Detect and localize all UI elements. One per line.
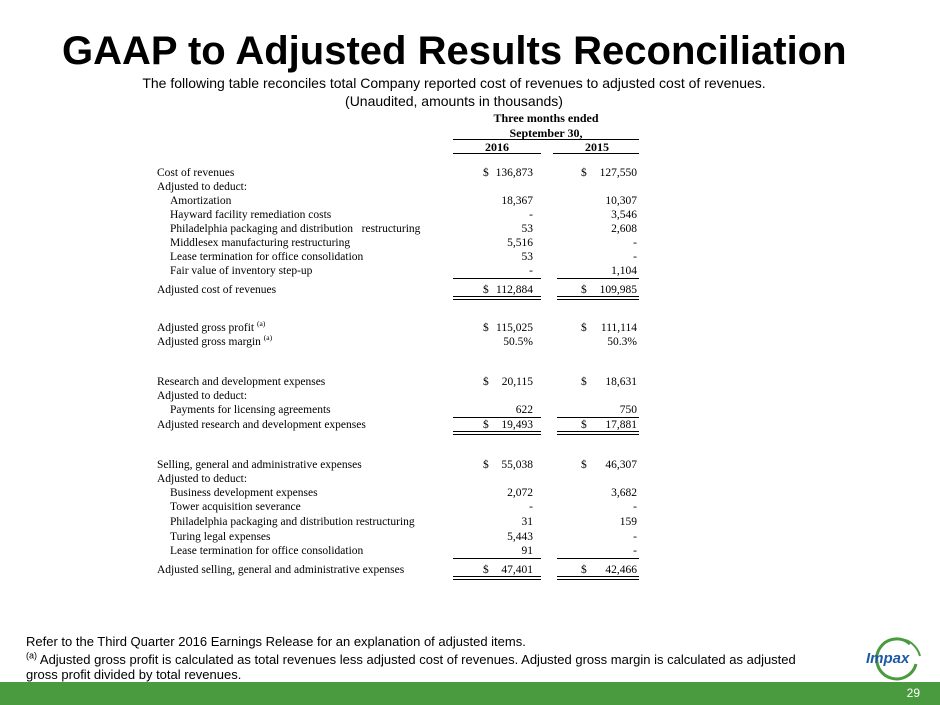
value-2015: 3,682: [611, 487, 637, 499]
value-2015: $ 46,307: [581, 459, 637, 471]
table-row: [0, 515, 940, 529]
value-2015: $ 42,466: [581, 564, 637, 576]
row-label: Business development expenses: [170, 487, 318, 499]
row-label: Adjusted research and development expenses: [157, 419, 366, 431]
row-label: Adjusted selling, general and administrative expenses: [157, 564, 405, 576]
row-label: Research and development expenses: [157, 376, 326, 388]
table-row: [0, 418, 940, 432]
value-2016: 5,516: [507, 237, 533, 249]
footer-bar: [0, 682, 940, 705]
row-label: Cost of revenues: [157, 167, 235, 179]
subtotal-rule-2016: [453, 558, 541, 559]
row-label: Turing legal expenses: [170, 531, 271, 543]
value-2016: $ 19,493: [483, 419, 533, 431]
row-label: Hayward facility remediation costs: [170, 209, 332, 221]
table-row: [0, 194, 940, 208]
value-2015: 159: [619, 516, 637, 528]
footnote-marker: (a): [256, 319, 266, 329]
value-2015: -: [633, 531, 637, 543]
total-double-rule-2015: [557, 296, 639, 300]
total-double-rule-2016: [453, 296, 541, 300]
table-row: [0, 335, 940, 349]
value-2015: $ 127,550: [581, 167, 637, 179]
value-2016: 53: [521, 223, 533, 235]
value-2015: 750: [619, 404, 637, 416]
row-label: Adjusted to deduct:: [157, 473, 248, 485]
table-row: [0, 486, 940, 500]
table-row: [0, 375, 940, 389]
value-2015: 10,307: [605, 195, 637, 207]
value-2016: 53: [521, 251, 533, 263]
row-label: Adjusted cost of revenues: [157, 284, 277, 296]
total-double-rule-2015: [557, 576, 639, 580]
value-2016: $ 136,873: [483, 167, 533, 179]
footnote-gross-profit-line2: gross profit divided by total revenues.: [26, 667, 242, 682]
table-row: [0, 250, 940, 264]
row-label: Payments for licensing agreements: [170, 404, 331, 416]
row-label: Lease termination for office consolidation: [170, 251, 364, 263]
row-label: Adjusted to deduct:: [157, 390, 248, 402]
value-2016: -: [529, 209, 533, 221]
table-row: [0, 222, 940, 236]
row-label: Fair value of inventory step-up: [170, 265, 313, 277]
value-2015: -: [633, 545, 637, 557]
value-2016: $ 47,401: [483, 564, 533, 576]
impax-logo-icon: [860, 636, 926, 682]
value-2016: 91: [521, 545, 533, 557]
total-double-rule-2016: [453, 431, 541, 435]
value-2015: $ 17,881: [581, 419, 637, 431]
table-row: [0, 389, 940, 403]
row-label: Adjusted to deduct:: [157, 181, 248, 193]
table-row: [0, 236, 940, 250]
row-label: Tower acquisition severance: [170, 501, 301, 513]
value-2015: -: [633, 501, 637, 513]
footnote-marker: (a): [263, 333, 273, 343]
column-rule-2015: [553, 153, 639, 154]
company-logo: [860, 636, 926, 682]
table-row: [0, 180, 940, 194]
footnote-gross-profit-line1: $^{(a)}$ Adjusted gross profit is calculated as total revenues less adjusted cost of revenues. Adjusted gross margin is calculated as adjusted: [26, 650, 796, 667]
table-row: [0, 563, 940, 577]
period-header-line1: Three months ended: [493, 111, 599, 125]
table-row: [0, 283, 940, 297]
logo-text: Impax: [866, 650, 910, 667]
column-header-2016: 2016: [485, 140, 509, 154]
value-2016: 622: [515, 404, 533, 416]
value-2015: 50.3%: [607, 336, 637, 348]
value-2015: -: [633, 251, 637, 263]
total-double-rule-2016: [453, 576, 541, 580]
page-title: GAAP to Adjusted Results Reconciliation: [62, 29, 847, 73]
value-2016: $ 112,884: [483, 284, 533, 296]
row-label: Adjusted gross margin $^{(a)}$: [157, 333, 273, 348]
column-header-2015: 2015: [585, 140, 609, 154]
value-2016: $ 115,025: [483, 322, 533, 334]
row-label: Philadelphia packaging and distribution restructuring: [170, 516, 415, 528]
subtitle-description: The following table reconciles total Company reported cost of revenues to adjusted cost of revenues.: [142, 75, 766, 91]
table-row: [0, 321, 940, 335]
value-2016: -: [529, 501, 533, 513]
table-row: [0, 264, 940, 278]
page-number: 29: [906, 686, 920, 700]
value-2015: 2,608: [611, 223, 637, 235]
row-label: Selling, general and administrative expenses: [157, 459, 362, 471]
value-2015: 1,104: [611, 265, 637, 277]
total-double-rule-2015: [557, 431, 639, 435]
table-row: [0, 500, 940, 514]
row-label: Amortization: [170, 195, 232, 207]
value-2015: $ 109,985: [581, 284, 637, 296]
table-row: [0, 544, 940, 558]
subtotal-rule-2016: [453, 278, 541, 279]
row-label: Lease termination for office consolidation: [170, 545, 364, 557]
table-row: [0, 530, 940, 544]
value-2016: 5,443: [507, 531, 533, 543]
row-label: Philadelphia packaging and distribution restructuring: [170, 223, 421, 235]
subtotal-rule-2015: [557, 278, 639, 279]
value-2015: $ 111,114: [581, 322, 637, 334]
value-2015: 3,546: [611, 209, 637, 221]
column-rule-2016: [453, 153, 541, 154]
subtotal-rule-2015: [557, 558, 639, 559]
value-2016: 2,072: [507, 487, 533, 499]
value-2016: 18,367: [501, 195, 533, 207]
footnote-adjusted-items: Refer to the Third Quarter 2016 Earnings Release for an explanation of adjusted items.: [26, 634, 526, 649]
row-label: Adjusted gross profit $^{(a)}$: [157, 319, 266, 334]
footnote-marker: (a): [26, 650, 37, 661]
value-2015: -: [633, 237, 637, 249]
value-2016: -: [529, 265, 533, 277]
value-2016: $ 55,038: [483, 459, 533, 471]
value-2016: 31: [521, 516, 533, 528]
table-row: [0, 472, 940, 486]
value-2015: $ 18,631: [581, 376, 637, 388]
table-row: [0, 208, 940, 222]
table-row: [0, 403, 940, 417]
value-2016: $ 20,115: [483, 376, 533, 388]
table-row: [0, 166, 940, 180]
subtitle-units: (Unaudited, amounts in thousands): [345, 93, 563, 109]
value-2016: 50.5%: [503, 336, 533, 348]
row-label: Middlesex manufacturing restructuring: [170, 237, 351, 249]
table-row: [0, 458, 940, 472]
period-header-line2: September 30,: [509, 126, 583, 140]
